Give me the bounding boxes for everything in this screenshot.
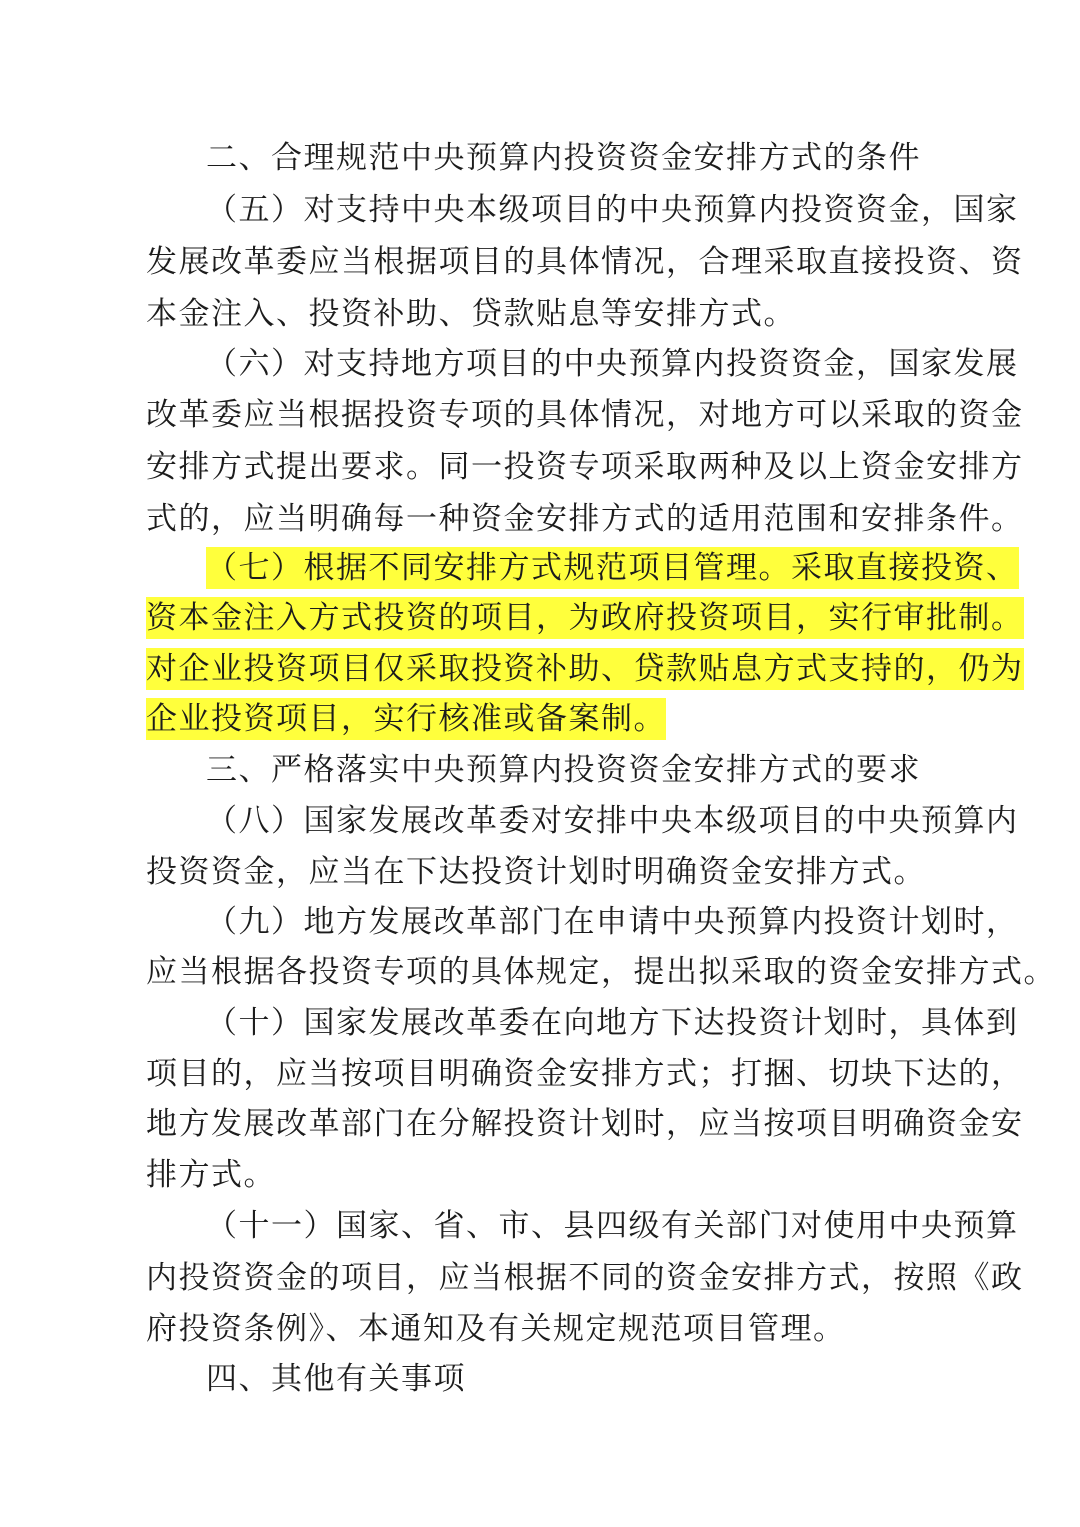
paragraph-11-line-1: （十一）国家、省、市、县四级有关部门对使用中央预算 <box>206 1208 1019 1244</box>
paragraph-7-line-3 <box>146 643 1024 695</box>
paragraph-5-line-1: （五）对支持中央本级项目的中央预算内投资资金，国家 <box>206 192 1019 228</box>
paragraph-8-line-2: 投资资金，应当在下达投资计划时明确资金安排方式。 <box>146 854 926 890</box>
paragraph-6-line-3: 安排方式提出要求。同一投资专项采取两种及以上资金安排方 <box>146 449 1024 485</box>
paragraph-7-line-1 <box>206 542 1019 594</box>
paragraph-10-line-4: 排方式。 <box>146 1157 276 1193</box>
paragraph-10-line-1: （十）国家发展改革委在向地方下达投资计划时，具体到 <box>206 1005 1019 1041</box>
paragraph-5-line-2: 发展改革委应当根据项目的具体情况，合理采取直接投资、资 <box>146 244 1024 280</box>
section-heading-4: 四、其他有关事项 <box>206 1361 466 1397</box>
paragraph-10-line-3: 地方发展改革部门在分解投资计划时，应当按项目明确资金安 <box>146 1106 1024 1142</box>
paragraph-5-line-3: 本金注入、投资补助、贷款贴息等安排方式。 <box>146 296 796 332</box>
section-heading-3: 三、严格落实中央预算内投资资金安排方式的要求 <box>206 752 921 788</box>
paragraph-11-line-2: 内投资资金的项目，应当根据不同的资金安排方式，按照《政 <box>146 1260 1024 1296</box>
highlighted-text: 资本金注入方式投资的项目，为政府投资项目，实行审批制。 <box>146 597 1024 639</box>
paragraph-9-line-2: 应当根据各投资专项的具体规定，提出拟采取的资金安排方式。 <box>146 954 1056 990</box>
section-heading-2: 二、合理规范中央预算内投资资金安排方式的条件 <box>206 140 921 176</box>
paragraph-10-line-2: 项目的，应当按项目明确资金安排方式；打捆、切块下达的， <box>146 1056 1024 1092</box>
paragraph-9-line-1: （九）地方发展改革部门在申请中央预算内投资计划时， <box>206 904 1019 940</box>
highlighted-text: 对企业投资项目仅采取投资补助、贷款贴息方式支持的，仍为 <box>146 648 1024 690</box>
paragraph-7-line-2 <box>146 592 1024 644</box>
paragraph-11-line-3: 府投资条例》、本通知及有关规定规范项目管理。 <box>146 1311 846 1347</box>
highlighted-text: 企业投资项目，实行核准或备案制。 <box>146 698 666 740</box>
paragraph-6-line-1: （六）对支持地方项目的中央预算内投资资金，国家发展 <box>206 346 1019 382</box>
paragraph-6-line-4: 式的，应当明确每一种资金安排方式的适用范围和安排条件。 <box>146 501 1024 537</box>
paragraph-6-line-2: 改革委应当根据投资专项的具体情况，对地方可以采取的资金 <box>146 397 1024 433</box>
paragraph-7-line-4 <box>146 693 936 745</box>
highlighted-text: （七）根据不同安排方式规范项目管理。采取直接投资、 <box>206 547 1019 589</box>
paragraph-8-line-1: （八）国家发展改革委对安排中央本级项目的中央预算内 <box>206 803 1019 839</box>
